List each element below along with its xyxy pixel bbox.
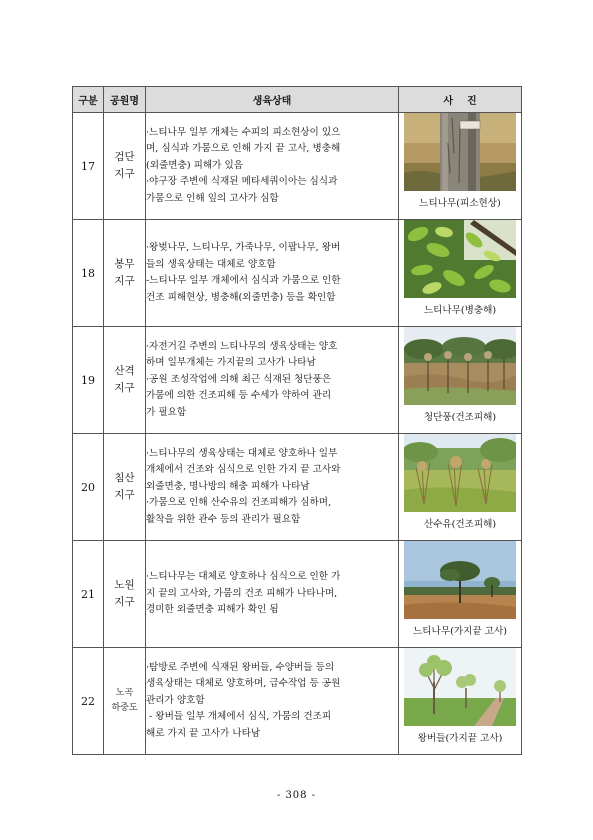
table-row bbox=[73, 434, 522, 541]
table-row bbox=[73, 648, 522, 755]
tree-trunk-photo bbox=[404, 113, 516, 191]
row-number: 19 bbox=[73, 327, 104, 434]
row-number: 17 bbox=[73, 113, 104, 220]
row-number: 22 bbox=[73, 648, 104, 755]
young-trees-photo bbox=[404, 327, 516, 405]
dry-shrubs-photo bbox=[404, 434, 516, 512]
park-name: 산격 지구 bbox=[104, 327, 146, 434]
table-row bbox=[73, 113, 522, 220]
photo-caption: 느티나무(가지끝 고사) bbox=[413, 626, 507, 637]
park-name: 노원 지구 bbox=[104, 541, 146, 648]
growth-status-text: ·왕벚나무, 느티나무, 가죽나무, 이팝나무, 왕버 들의 생육상태는 대체로 양호함 -느티나무 일부 개체에서 심식과 가뭄으로 인한 건조 피해현상, 병충해(외줄면충) 등을 확인함 bbox=[146, 220, 399, 327]
field-tree-photo bbox=[404, 541, 516, 619]
growth-status-table bbox=[72, 86, 522, 755]
growth-status-text: ·느티나무는 대체로 양호하나 심식으로 인한 가 지 끝의 고사와, 가뭄의 건조 피해가 나타나며, 경미한 외줄면충 피해가 확인 됨 bbox=[146, 541, 399, 648]
growth-status-text: ·느티나무 일부 개체는 수피의 피소현상이 있으 며, 심식과 가뭄으로 인해 가지 끝 고사, 병충해 (외줄면충) 피해가 있음 ·야구장 주변에 식재된 메타세쿼이아는 심식과 가뭄으로 인해 잎의 고사가 심함 bbox=[146, 113, 399, 220]
willow-path-photo bbox=[404, 648, 516, 726]
photo-caption: 산수유(건조피해) bbox=[423, 519, 497, 530]
photo-cell bbox=[399, 113, 522, 220]
header-photo: 사 진 bbox=[399, 87, 522, 113]
photo-caption: 청단풍(건조피해) bbox=[423, 412, 497, 423]
park-name: 노곡 하중도 bbox=[104, 648, 146, 755]
growth-status-text: ·자전거길 주변의 느티나무의 생육상태는 양호 하며 일부개체는 가지끝의 고사가 나타남 ·공원 조성작업에 의해 최근 식재된 청단풍은 가뭄에 의한 건조피해 등 수세가 약하여 관리 가 필요함 bbox=[146, 327, 399, 434]
park-name: 침산 지구 bbox=[104, 434, 146, 541]
header-park-name: 공원명 bbox=[104, 87, 146, 113]
table-header-row bbox=[73, 87, 522, 113]
table-row bbox=[73, 220, 522, 327]
photo-cell bbox=[399, 434, 522, 541]
park-name: 봉무 지구 bbox=[104, 220, 146, 327]
header-growth-status: 생육상태 bbox=[146, 87, 399, 113]
photo-cell bbox=[399, 541, 522, 648]
page-number: - 308 - bbox=[276, 790, 317, 801]
header-division: 구분 bbox=[73, 87, 104, 113]
photo-caption: 느티나무(병충해) bbox=[423, 305, 497, 316]
leaves-photo bbox=[404, 220, 516, 298]
growth-status-text: ·탐방로 주변에 식재된 왕버들, 수양버들 등의 생육상태는 대체로 양호하며, 급수작업 등 공원 관리가 양호함 - 왕버들 일부 개체에서 심식, 가뭄의 건조피 해로 가지 끝 고사가 나타남 bbox=[146, 648, 399, 755]
row-number: 21 bbox=[73, 541, 104, 648]
table-row bbox=[73, 327, 522, 434]
row-number: 18 bbox=[73, 220, 104, 327]
photo-cell bbox=[399, 327, 522, 434]
photo-caption: 느티나무(피소현상) bbox=[419, 198, 501, 209]
table-row bbox=[73, 541, 522, 648]
park-name: 검단 지구 bbox=[104, 113, 146, 220]
photo-caption: 왕버들(가지끝 고사) bbox=[417, 733, 503, 744]
growth-status-text: ·느티나무의 생육상태는 대체로 양호하나 일부 개체에서 건조와 심식으로 인한 가지 끝 고사와 외줄면충, 명나방의 해충 피해가 나타남 ·가뭄으로 인해 산수유의 건조피해가 심하며, 활착을 위한 관수 등의 관리가 필요함 bbox=[146, 434, 399, 541]
photo-cell bbox=[399, 648, 522, 755]
row-number: 20 bbox=[73, 434, 104, 541]
photo-cell bbox=[399, 220, 522, 327]
